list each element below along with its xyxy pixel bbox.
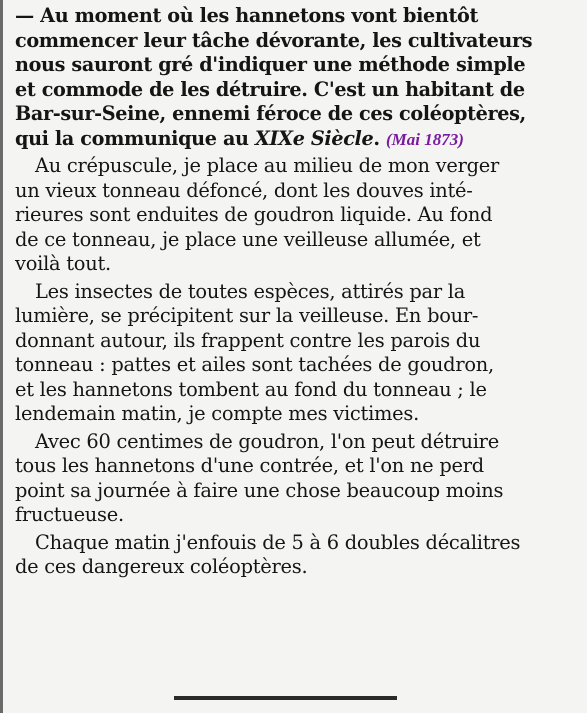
newspaper-source-title: XIXe Siècle [255, 126, 374, 150]
date-annotation: (Mai 1873) [386, 129, 464, 149]
text-line: — Au moment où les hannetons vont bientôt [15, 4, 478, 27]
text-line: Au crépuscule, je place au milieu de mon verger [35, 154, 499, 177]
text-line: et les hannetons tombent au fond du tonneau ; le [15, 377, 487, 401]
text-line: point sa journée à faire une chose beaucoup moins [15, 478, 504, 502]
lead-paragraph [15, 4, 575, 151]
paragraph-1 [15, 154, 575, 277]
article-body [15, 4, 575, 580]
text-line: voilà tout. [15, 252, 111, 275]
text-line: Bar-sur-Seine, ennemi féroce de ces coléoptères, [15, 102, 526, 125]
paragraph-4 [15, 531, 575, 580]
text-line: un vieux tonneau défoncé, dont les douves inté- [15, 178, 473, 202]
text-line: Chaque matin j'enfouis de 5 à 6 doubles décalitres [35, 530, 521, 554]
separator-rule [174, 696, 397, 700]
text-line [15, 127, 575, 152]
text-line: Les insectes de toutes espèces, attirés par la [35, 279, 466, 303]
text-line: tonneau : pattes et ailes sont tachées de goudron, [15, 353, 494, 376]
text-line: donnant autour, ils frappent contre les parois du [15, 328, 481, 352]
text-line: et commode de les détruire. C'est un habitant de [15, 77, 525, 101]
text-line: fructueuse. [15, 503, 124, 526]
text-line: lumière, se précipitent sur la veilleuse. En bour- [15, 304, 479, 327]
lead-last-suffix: . [373, 126, 380, 150]
text-line: Avec 60 centimes de goudron, l'on peut détruire [35, 429, 499, 453]
paragraph-2 [15, 280, 575, 427]
text-line: de ces dangereux coléoptères. [15, 555, 308, 578]
text-line: lendemain matin, je compte mes victimes. [15, 402, 419, 425]
text-line: de ce tonneau, je place une veilleuse allumée, et [15, 227, 481, 251]
paragraph-3 [15, 430, 575, 528]
text-line: nous sauront gré d'indiquer une méthode simple [15, 53, 526, 76]
text-line: rieures sont enduites de goudron liquide. Au fond [15, 203, 493, 226]
text-line: tous les hannetons d'une contrée, et l'on ne perd [15, 454, 484, 477]
lead-last-prefix: qui la communique au [15, 126, 249, 150]
text-line: commencer leur tâche dévorante, les cultivateurs [15, 28, 533, 52]
